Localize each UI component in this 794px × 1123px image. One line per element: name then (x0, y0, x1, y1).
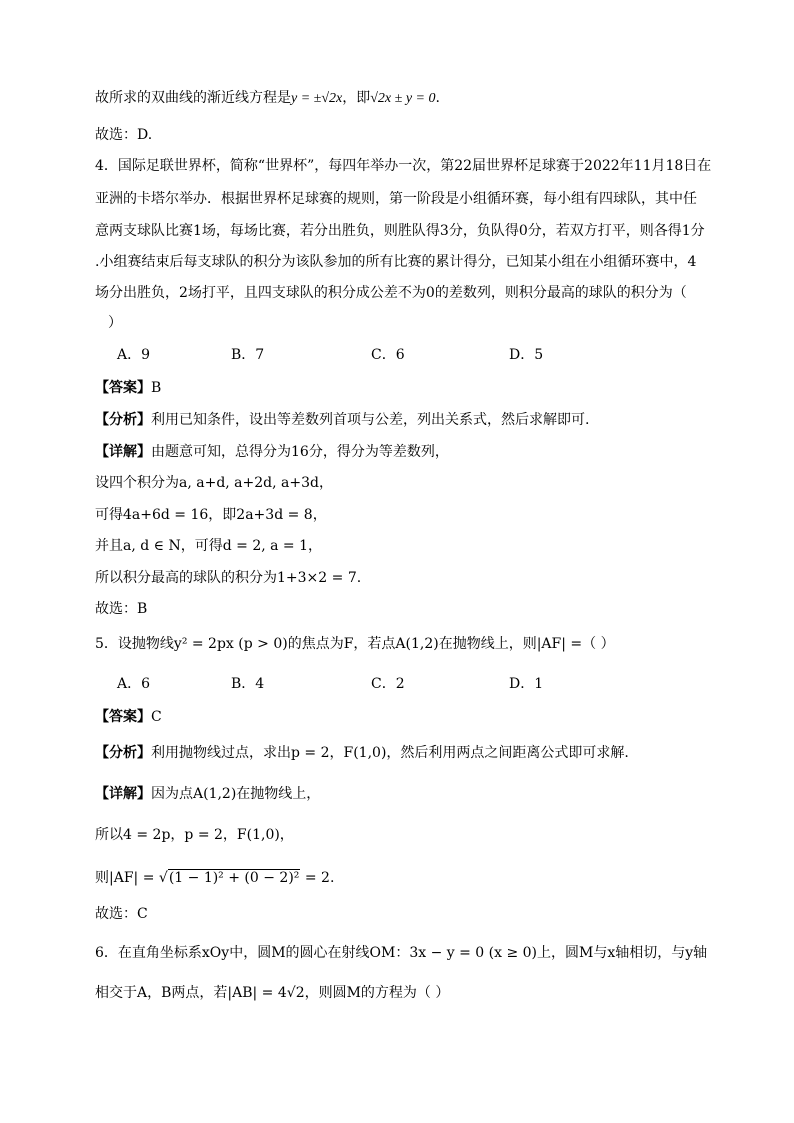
q4-step-2: 可得4a+6d = 16，即2a+3d = 8， (95, 507, 327, 523)
q5-choose: 故选：C (95, 906, 148, 922)
q4-detail-text: 由题意可知，总得分为16分，得分为等差数列， (151, 444, 449, 460)
q5-step-2 (95, 868, 334, 888)
q5-analysis-tag: 【分析】 (95, 745, 151, 761)
q3-conclusion (95, 88, 440, 109)
q4-option-a: A．9 (117, 347, 151, 363)
q4-analysis (95, 410, 589, 430)
q5-option-b: B．4 (231, 676, 265, 692)
q5-option-c: C．2 (371, 676, 405, 692)
q3-mid: ，即 (342, 90, 371, 106)
q5-detail (95, 784, 320, 804)
q4-stem-6: ） (108, 315, 122, 331)
q4-answer-value: B (151, 380, 162, 396)
q5-step-2-pre: 则|AF| = (95, 870, 159, 886)
q5-answer-value: C (151, 709, 162, 725)
q4-answer-tag: 【答案】 (95, 380, 151, 396)
sqrt-sign-icon: √ (158, 870, 168, 886)
q4-stem-1: 4．国际足联世界杯，简称“世界杯”，每四年举办一次，第22届世界杯足球赛于2022年11月18日在 (95, 158, 712, 174)
q4-stem-3: 意两支球队比赛1场，每场比赛，若分出胜负，则胜队得3分，负队得0分，若双方打平，则各得1分 (95, 223, 705, 239)
q5-analysis (95, 743, 629, 763)
q5-option-d: D．1 (509, 676, 544, 692)
q4-option-b: B．7 (231, 347, 265, 363)
q5-detail-tag: 【详解】 (95, 786, 151, 802)
q5-answer-tag: 【答案】 (95, 709, 151, 725)
q4-stem-5: 场分出胜负，2场打平，且四支球队的积分成公差不为0的差数列，则积分最高的球队的积分为（ (95, 285, 687, 301)
q5-answer (95, 707, 162, 727)
q4-detail-tag: 【详解】 (95, 444, 151, 460)
q4-option-d: D．5 (509, 347, 544, 363)
q4-step-4: 所以积分最高的球队的积分为1+3×2 = 7. (95, 570, 362, 586)
q5-step-1: 所以4 = 2p，p = 2，F(1,0)， (95, 827, 294, 843)
q4-step-1: 设四个积分为a, a+d, a+2d, a+3d， (95, 475, 333, 491)
q3-end: . (435, 90, 440, 106)
q4-choose: 故选：B (95, 601, 148, 617)
q5-detail-text: 因为点A(1,2)在抛物线上， (151, 786, 321, 802)
q4-stem-4: .小组赛结束后每支球队的积分为该队参加的所有比赛的累计得分，已知某小组在小组循环赛中，4 (95, 254, 697, 270)
q4-detail (95, 442, 449, 462)
q6-stem-1: 6．在直角坐标系xOy中，圆M的圆心在射线OM：3x − y = 0 (x ≥ 0)上，圆M与x轴相切，与y轴 (95, 945, 708, 961)
q4-option-c: C．6 (371, 347, 405, 363)
q4-answer (95, 378, 161, 398)
q3-conclusion-text: 故所求的双曲线的渐近线方程是 (95, 90, 291, 106)
q4-analysis-text: 利用已知条件，设出等差数列首项与公差，列出关系式，然后求解即可. (151, 412, 590, 428)
q4-analysis-tag: 【分析】 (95, 412, 151, 428)
q3-eq1: y = ±√2x (291, 91, 343, 106)
q4-stem-2: 亚洲的卡塔尔举办．根据世界杯足球赛的规则，第一阶段是小组循环赛，每小组有四球队，其中任 (95, 191, 697, 207)
q5-option-a: A．6 (117, 676, 151, 692)
q3-answer-line: 故选：D. (95, 127, 153, 143)
q5-step-2-radicand: (1 − 1)² + (0 − 2)² (168, 870, 300, 886)
q3-eq2: √2x ± y = 0 (370, 91, 436, 106)
q5-stem: 5．设抛物线y² = 2px (p > 0)的焦点为F，若点A(1,2)在抛物线上，则|AF| =（ ） (95, 636, 615, 652)
q5-analysis-text: 利用抛物线过点，求出p = 2，F(1,0)，然后利用两点之间距离公式即可求解. (151, 745, 629, 761)
q6-stem-2: 相交于A，B两点，若|AB| = 4√2，则圆M的方程为（ ） (95, 985, 450, 1001)
q4-step-3: 并且a, d ∈ N，可得d = 2, a = 1， (95, 538, 323, 554)
q5-step-2-post: = 2. (300, 870, 335, 886)
